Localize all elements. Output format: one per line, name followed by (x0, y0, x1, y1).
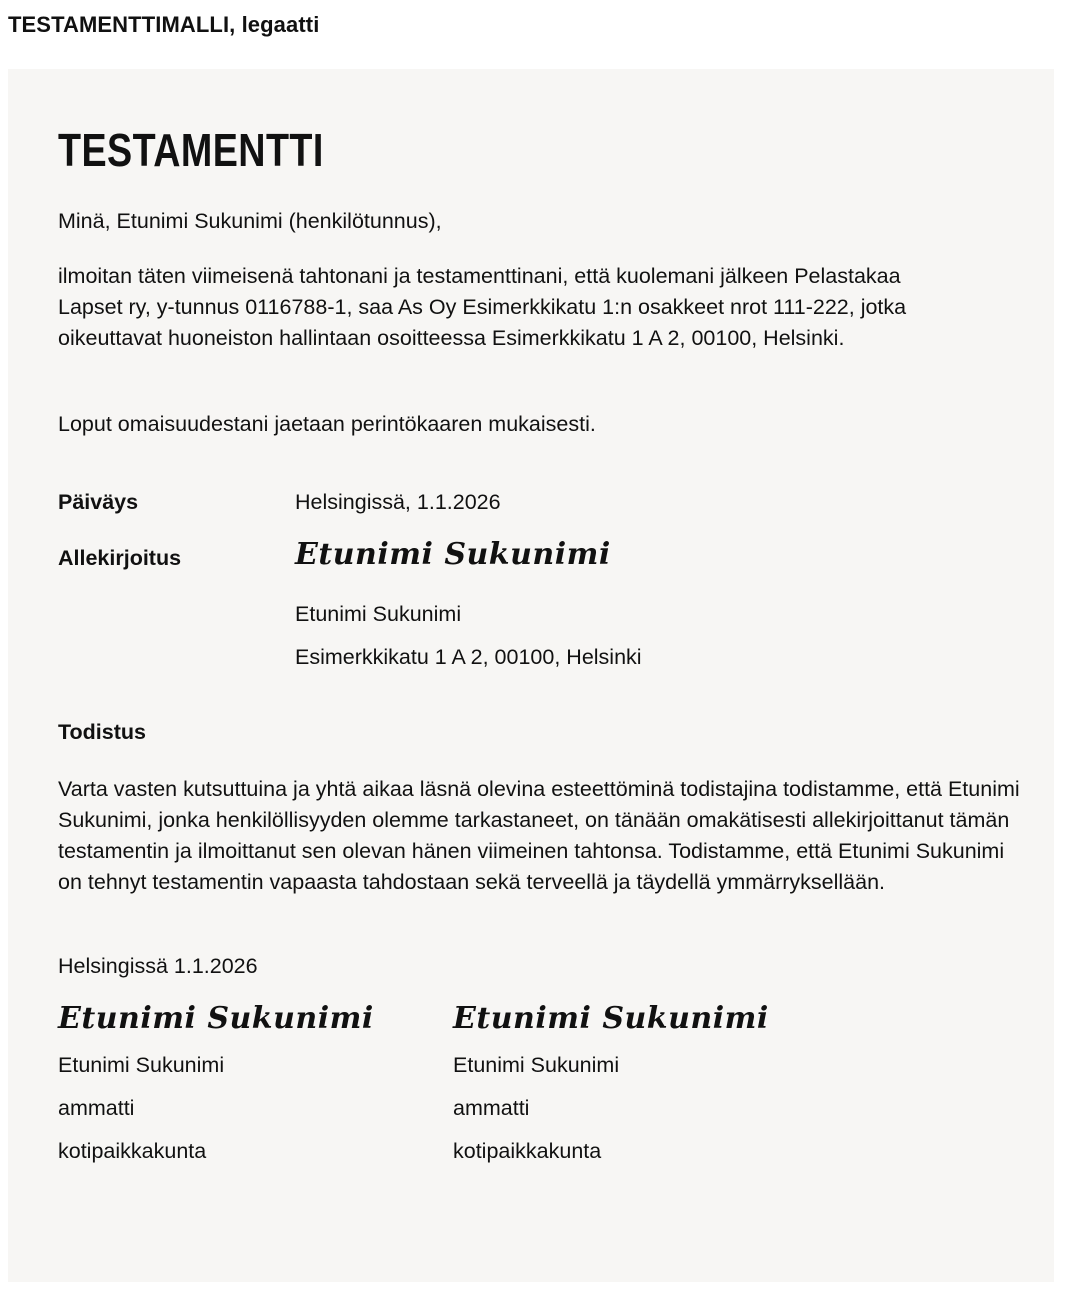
intro-paragraph: Minä, Etunimi Sukunimi (henkilötunnus), (58, 209, 442, 233)
testator-signature: Etunimi Sukunimi (295, 537, 611, 572)
signer-address: Esimerkkikatu 1 A 2, 00100, Helsinki (295, 645, 642, 669)
will-document (8, 69, 1054, 1282)
witness-name: Etunimi Sukunimi (58, 1053, 225, 1077)
remainder-paragraph: Loput omaisuudestani jaetaan perintökaaren mukaisesti. (58, 412, 596, 436)
signature-label: Allekirjoitus (58, 546, 182, 570)
date-label: Päiväys (58, 490, 139, 514)
witness-occupation: ammatti (453, 1096, 530, 1120)
witness-signature: Etunimi Sukunimi (58, 1001, 374, 1036)
witness-occupation: ammatti (58, 1096, 135, 1120)
witness-statement: Varta vasten kutsuttuina ja yhtä aikaa läsnä olevina esteettöminä todistajina todistamme, että Etunimi Sukunimi, jonka henkilöllisyyden olemme tarkastaneet, on tänään omakätisesti allekirjoittanut tämän testamentin ja ilmoittanut sen olevan hänen viimeinen tahtonsa. Todistamme, että Etunimi Sukunimi on tehnyt testamentin vapaasta tahdostaan sekä terveellä ja täydellä ymmärryksellään. (58, 777, 1020, 894)
witness-signature: Etunimi Sukunimi (453, 1001, 769, 1036)
witness-heading: Todistus (58, 720, 146, 744)
witness-place-date: Helsingissä 1.1.2026 (58, 954, 258, 978)
page-header: TESTAMENTTIMALLI, legaatti (8, 12, 320, 37)
signer-name: Etunimi Sukunimi (295, 602, 462, 626)
witness-name: Etunimi Sukunimi (453, 1053, 620, 1077)
document-title: TESTAMENTTI (58, 124, 324, 176)
witness-residence: kotipaikkakunta (453, 1139, 602, 1163)
date-value: Helsingissä, 1.1.2026 (295, 490, 501, 514)
witness-residence: kotipaikkakunta (58, 1139, 207, 1163)
declaration-paragraph: ilmoitan täten viimeisenä tahtonani ja testamenttinani, että kuolemani jälkeen Pelastakaa Lapset ry, y-tunnus 0116788-1, saa As Oy Esimerkkikatu 1:n osakkeet nrot 111-222, jotka oikeuttavat huoneiston hallintaan osoitteessa Esimerkkikatu 1 A 2, 00100, Helsinki. (58, 264, 907, 350)
